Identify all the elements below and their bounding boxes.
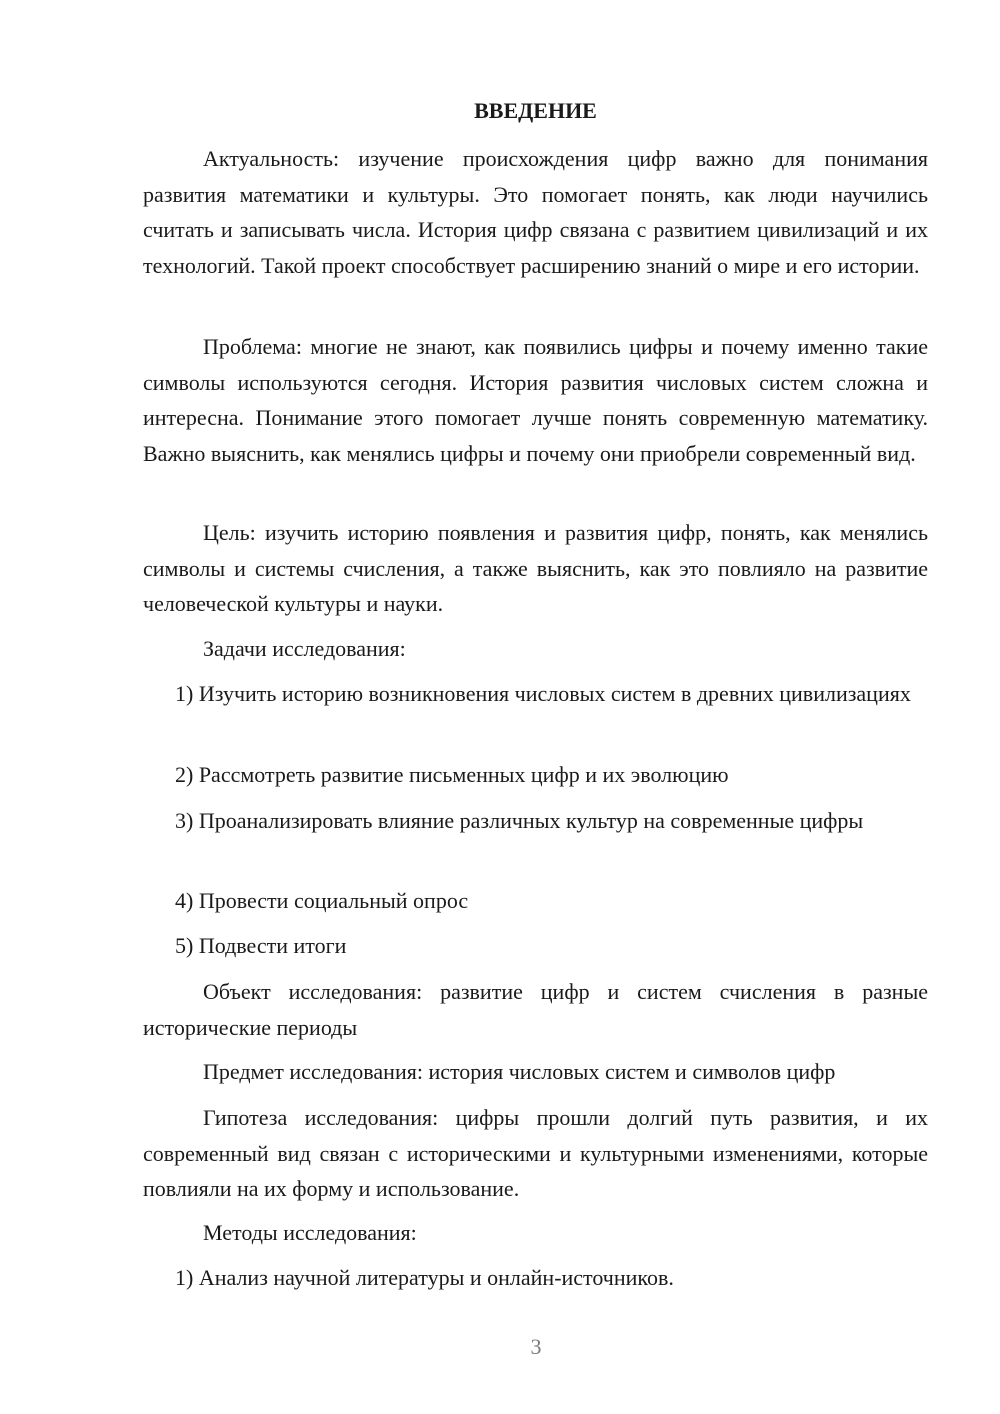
methods-heading: Методы исследования: [203,1220,417,1245]
tasks-heading: Задачи исследования: [203,636,406,661]
paragraph-object: Объект исследования: развитие цифр и систем счисления в разные исторические периоды [143,979,928,1040]
paragraph-subject: Предмет исследования: история числовых систем и символов цифр [203,1059,836,1084]
method-item-1: 1) Анализ научной литературы и онлайн-источников. [175,1265,674,1290]
page-number: 3 [530,1334,542,1359]
paragraph-hypothesis: Гипотеза исследования: цифры прошли долгий путь развития, и их современный вид связан с историческими и культурными изменениями, которые повлияли на их форму и использование. [143,1105,928,1201]
paragraph-goal: Цель: изучить историю появления и развития цифр, понять, как менялись символы и системы счисления, а также выяснить, как это повлияло на развитие человеческой культуры и науки. [143,520,928,616]
task-item-1: 1) Изучить историю возникновения числовых систем в древних цивилизациях [175,681,911,706]
task-item-5: 5) Подвести итоги [175,933,347,958]
paragraph-problem: Проблема: многие не знают, как появились цифры и почему именно такие символы используются сегодня. История развития числовых систем сложна и интересна. Понимание этого помогает лучше понять современную математику. Важно выяснить, как менялись цифры и почему они приобрели современный вид. [143,334,928,466]
task-item-3: 3) Проанализировать влияние различных культур на современные цифры [175,808,864,833]
task-item-4: 4) Провести социальный опрос [175,888,469,913]
task-item-2: 2) Рассмотреть развитие письменных цифр и их эволюцию [175,762,729,787]
paragraph-relevance: Актуальность: изучение происхождения цифр важно для понимания развития математики и культуры. Это помогает понять, как люди научились считать и записывать числа. История цифр связана с развитием цивилизаций и их технологий. Такой проект способствует расширению знаний о мире и его истории. [143,146,928,278]
page-title: ВВЕДЕНИЕ [474,98,597,123]
